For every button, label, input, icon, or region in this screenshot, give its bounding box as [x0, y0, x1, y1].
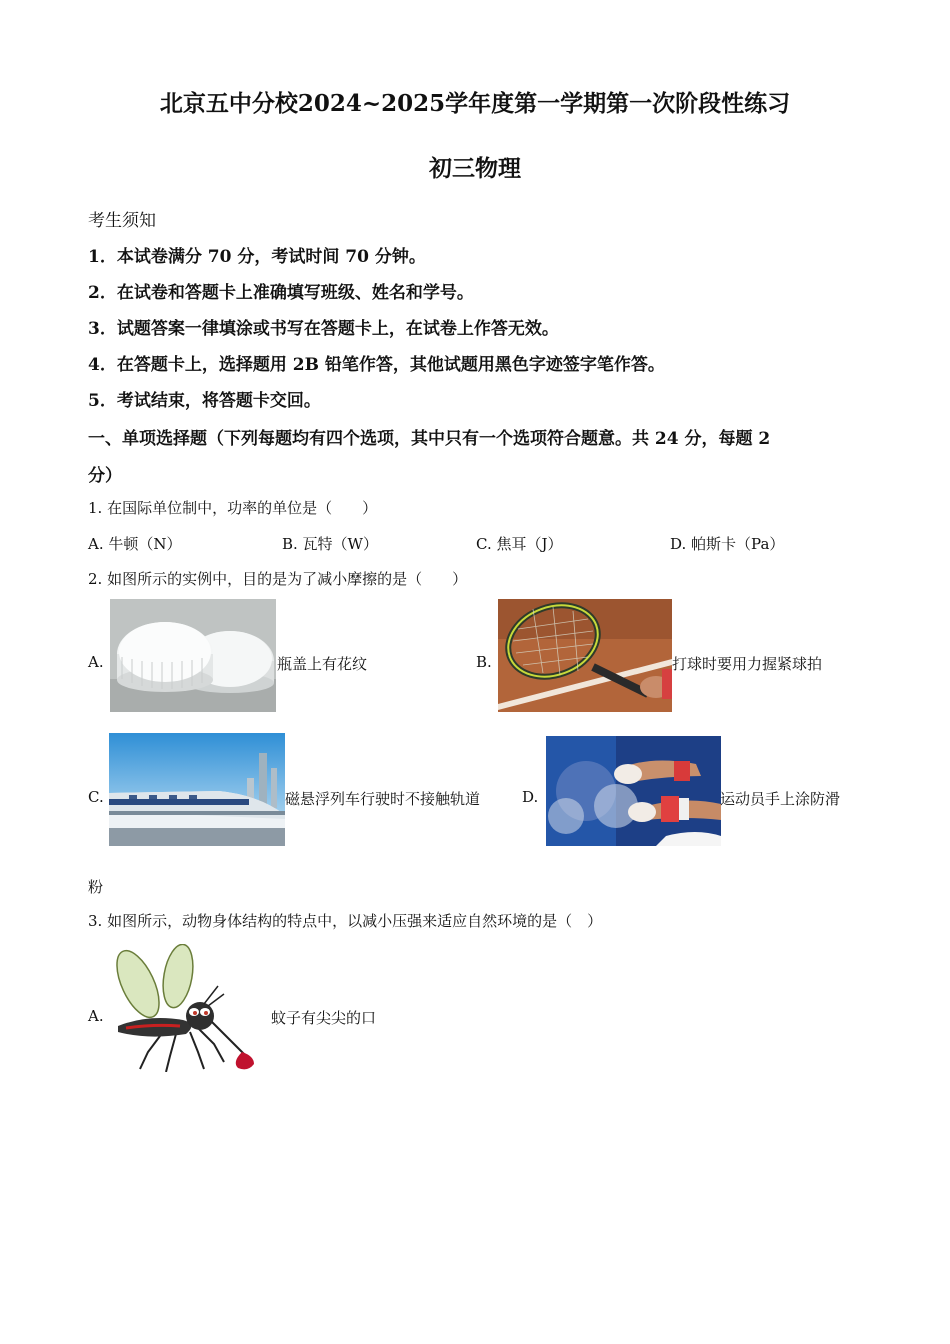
subject-title: 初三物理 [429, 155, 521, 182]
tennis-racket-image [498, 599, 672, 712]
q3-option-a-text: 蚊子有尖尖的口 [271, 1009, 377, 1027]
q1-option-c: C. 焦耳（J） [476, 535, 563, 553]
q3-option-a-letter: A. [88, 1007, 104, 1025]
q1-option-d: D. 帕斯卡（Pa） [670, 535, 785, 553]
notice-item: 1．本试卷满分 70 分，考试时间 70 分钟。 [88, 247, 426, 267]
section-heading-cont: 分） [88, 466, 122, 486]
q2-option-d-letter: D. [522, 788, 539, 806]
notice-item: 3．试题答案一律填涂或书写在答题卡上，在试卷上作答无效。 [88, 319, 559, 339]
question-1-stem: 1. 在国际单位制中，功率的单位是（ ） [88, 499, 378, 517]
exam-title: 北京五中分校2024~2025学年度第一学期第一次阶段性练习 [159, 90, 791, 117]
chalk-hands-image [546, 736, 721, 846]
q2-option-a-letter: A. [88, 653, 104, 671]
notice-item: 4．在答题卡上，选择题用 2B 铅笔作答，其他试题用黑色字迹签字笔作答。 [88, 355, 665, 375]
mosquito-image [108, 944, 260, 1072]
q2-option-c-text: 磁悬浮列车行驶时不接触轨道 [285, 790, 481, 808]
q1-option-b: B. 瓦特（W） [282, 535, 378, 553]
bottle-caps-image [110, 599, 276, 712]
q2-option-b-letter: B. [476, 653, 492, 671]
notice-item: 5．考试结束，将答题卡交回。 [88, 391, 321, 411]
maglev-train-image [109, 733, 285, 846]
notice-heading: 考生须知 [88, 211, 156, 231]
q1-option-a: A. 牛顿（N） [88, 535, 182, 553]
question-2-stem: 2. 如图所示的实例中，目的是为了减小摩擦的是（ ） [88, 570, 468, 588]
q2-option-c-letter: C. [88, 788, 104, 806]
q2-option-d-text: 运动员手上涂防滑 [720, 790, 841, 808]
q2-option-b-text: 打球时要用力握紧球拍 [672, 655, 823, 673]
notice-item: 2．在试卷和答题卡上准确填写班级、姓名和学号。 [88, 283, 474, 303]
q2-option-a-text: 瓶盖上有花纹 [277, 655, 368, 673]
section-heading: 一、单项选择题（下列每题均有四个选项，其中只有一个选项符合题意。共 24 分，每题 2 [88, 429, 771, 449]
question-3-stem: 3. 如图所示，动物身体结构的特点中，以减小压强来适应自然环境的是（ ） [88, 912, 603, 930]
q2-option-d-text-wrap: 粉 [88, 878, 104, 896]
